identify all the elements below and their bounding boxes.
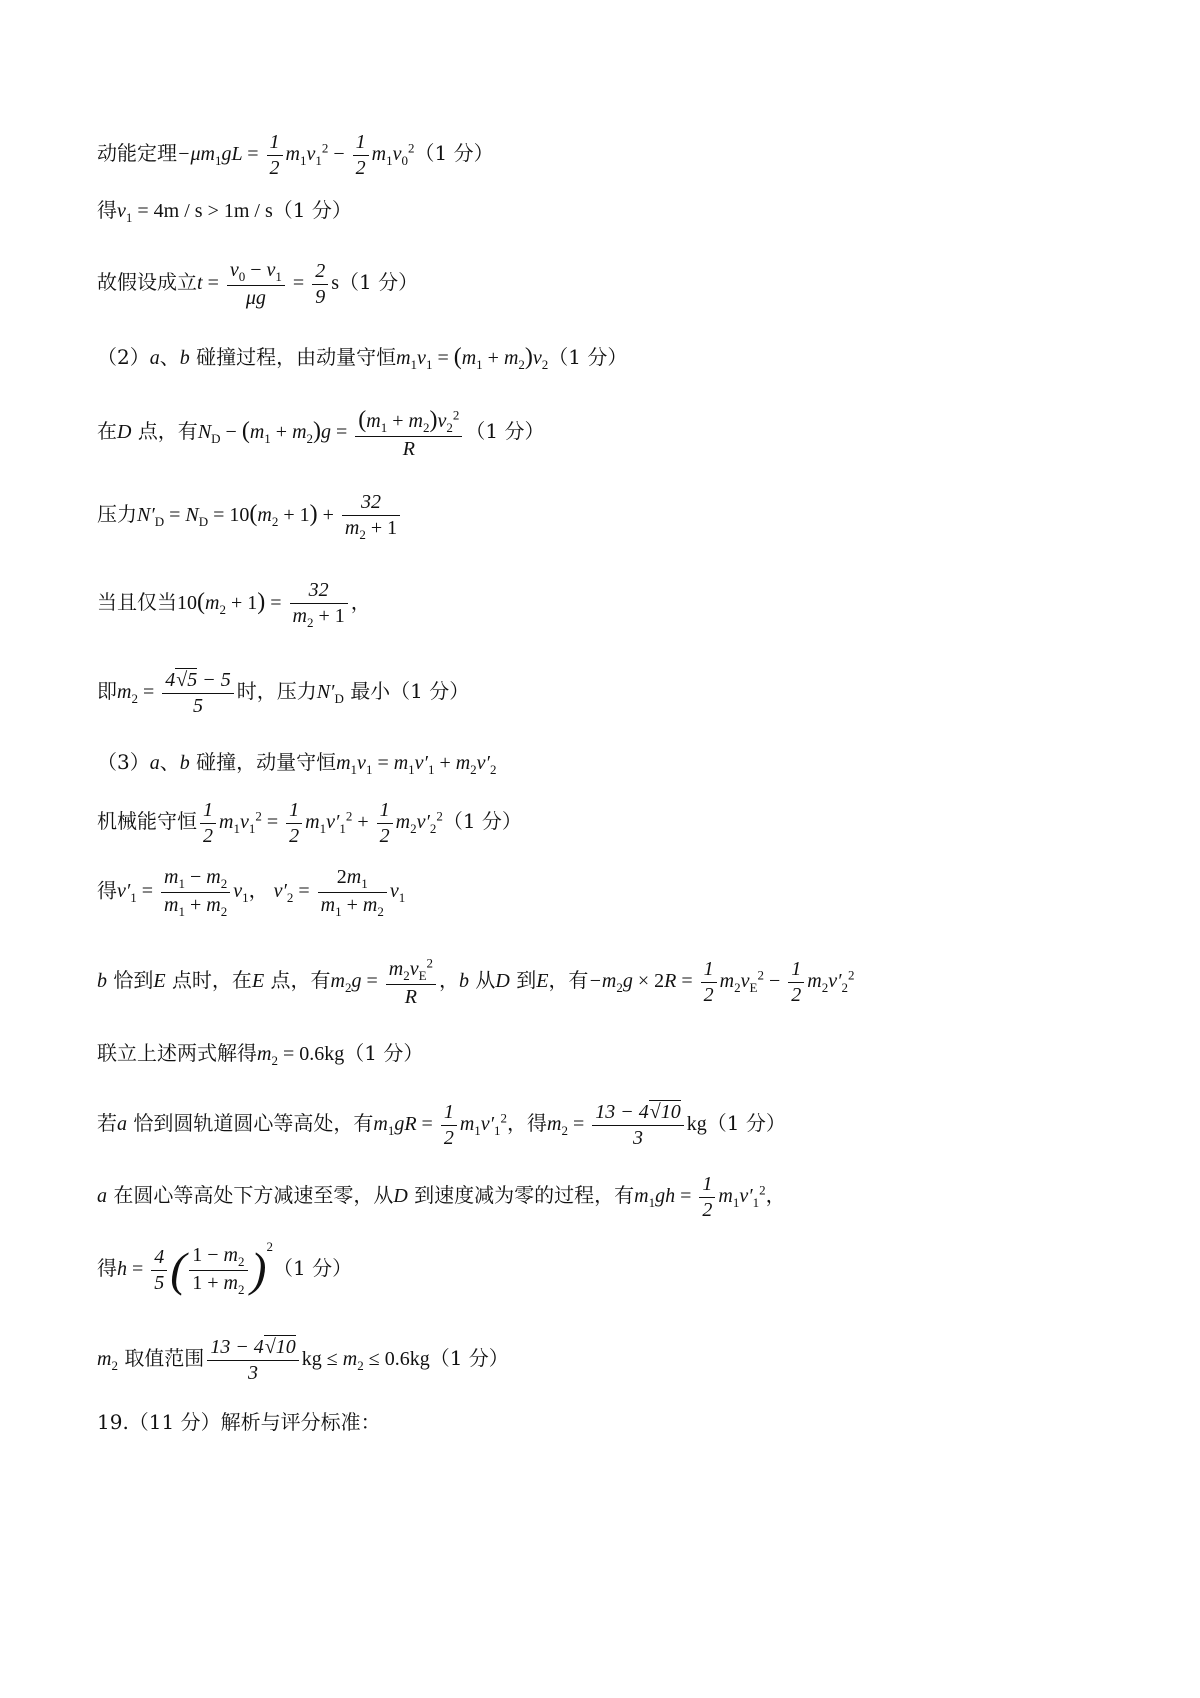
line-v1-result bbox=[97, 200, 352, 224]
label: （3） bbox=[97, 750, 150, 774]
equation: $v'_1$ = $\frac{m_1 - m_2}{m_1 + m_2}$ $v_1$， $v'_2$ = $\frac{2m_1}{m_1 + m_2}$ $v_1$ bbox=[117, 866, 406, 920]
equation: h = $\frac{4}{5}$ ( $\frac{1 - m_2}{1 + m_2}$ )$^2$ bbox=[117, 1239, 273, 1297]
label: 得 bbox=[97, 1256, 117, 1280]
line-m2-minimum: 即$m_2$ = $\frac{4√5 - 5}{5}$ 时，压力$N'_D$ 最小（1 分） bbox=[97, 669, 470, 717]
line-range: $m_2$ 取值范围 $\frac{13 - 4√10}{3}$ kg ≤ $m_2 \le 0.6kg(1$ 分） bbox=[97, 1336, 509, 1384]
score: （1 分） bbox=[548, 345, 628, 369]
line-elastic-momentum: （3）a、b 碰撞，动量守恒$m_1v_1 = m_1v'_1 + m_2v'_2$ bbox=[97, 750, 497, 777]
equation: $10(m_2 + 1)$ = $\frac{32}{m_2 + 1}$ ， bbox=[177, 579, 371, 630]
score: （1 分） bbox=[272, 1256, 353, 1280]
equation: $\frac{1}{2}$ $m_1v_1^2$ = $\frac{1}{2}$ $m_1v'_1^2$ + $\frac{1}{2}$ $m_2v'_2^2$ bbox=[197, 811, 443, 833]
score: （1 分） bbox=[706, 1111, 786, 1136]
equation-2: $-m_2g \times 2R$ = $\frac{1}{2}$ $m_2v_E^2$ − $\frac{1}{2}$ $m_2v'_2^2$ bbox=[588, 957, 855, 1006]
line-velocities bbox=[97, 865, 405, 921]
label: 在 bbox=[97, 419, 117, 444]
label: 得 bbox=[97, 198, 117, 222]
line-condition bbox=[97, 578, 371, 631]
equation: $m_2 = 0.6kg$ bbox=[257, 1043, 345, 1068]
line-assumption-time bbox=[97, 258, 418, 311]
section-heading-19: 19.（11 分）解析与评分标准： bbox=[97, 1410, 381, 1434]
score: （1 分） bbox=[429, 1346, 509, 1371]
label: 压力 bbox=[97, 502, 137, 527]
line-center-height: 若a 恰到圆轨道圆心等高处，有$m_1gR$ = $\frac{1}{2}$ $m_1v'_1^2$，得$m_2$ = $\frac{13 - 4√10}{3}$ kg（1 分） bbox=[97, 1101, 786, 1149]
equation: $\frac{13 - 4√10}{3}$ kg ≤ $m_2 \le 0.6kg$ bbox=[204, 1348, 429, 1370]
line-pressure bbox=[97, 490, 403, 543]
line-energy-conservation bbox=[97, 798, 522, 849]
equation-1: $m_2g$ = $\frac{m_2v_E^2}{R}$ ，b bbox=[330, 955, 470, 1008]
line-solve-m2 bbox=[97, 1043, 423, 1067]
equation: $N'_D = N_D = 10(m_2 + 1)$ + $\frac{32}{m_2 + 1}$ bbox=[137, 504, 403, 526]
label: 即 bbox=[97, 679, 117, 704]
label: 动能定理 bbox=[97, 141, 177, 166]
score: （1 分） bbox=[344, 1041, 424, 1065]
equation: $m_1gh$ = $\frac{1}{2}$ $m_1v'_1^2$， bbox=[634, 1173, 786, 1221]
equation: $v_1 = 4m / s > 1m / s$ bbox=[117, 200, 273, 225]
equation: $m_1gR$ = $\frac{1}{2}$ $m_1v'_1^2$ bbox=[373, 1101, 508, 1149]
label: 故假设成立 bbox=[97, 270, 197, 295]
equation: $N_D - (m_1 + m_2)g$ = $\frac{(m_1 + m_2)v_2^2}{R}$ bbox=[198, 421, 466, 443]
equation-result: $m_2$ = $\frac{13 - 4√10}{3}$ kg bbox=[547, 1101, 707, 1149]
label: 机械能守恒 bbox=[97, 809, 197, 834]
label: 联立上述两式解得 bbox=[97, 1041, 257, 1065]
label: （2） bbox=[97, 345, 150, 369]
line-point-d-force: 在D 点，有$N_D - (m_1 + m_2)g$ = $\frac{(m_1 + m_2)v_2^2}{R}$ （1 分） bbox=[97, 407, 545, 461]
line-point-e: b 恰到E 点时，在E 点，有$m_2g$ = $\frac{m_2v_E^2}{R}$ ，b 从D 到E，有$-m_2g \times 2R$ = $\frac{1}{2}$ $m_2v_E^2$ − $\frac{1}{2}$ $m_2v'_2^2$ bbox=[97, 955, 855, 1008]
score: （1 分） bbox=[414, 141, 494, 166]
score: （1 分） bbox=[442, 809, 522, 834]
equation: t = $\frac{v_0 - v_1}{\mu g}$ = $\frac{2}{9}$ s bbox=[197, 259, 339, 310]
equation: $m_2$ = $\frac{4√5 - 5}{5}$ bbox=[117, 681, 237, 703]
line-kinetic-energy-theorem bbox=[97, 130, 494, 181]
equation: $-\mu m_1gL$ = $\frac{1}{2}$ $m_1v_1^2$ − $\frac{1}{2}$ $m_1v_0^2$ bbox=[177, 131, 415, 179]
score: （1 分） bbox=[465, 419, 545, 444]
equation: $m_1v_1 = m_1v'_1 + m_2v'_2$ bbox=[336, 752, 497, 777]
score: （1 分） bbox=[338, 270, 419, 295]
line-height bbox=[97, 1240, 352, 1298]
equation: $m_1v_1 = (m_1 + m_2)v_2$ bbox=[396, 344, 549, 372]
label: 取值范围 bbox=[124, 1346, 205, 1371]
label: 当且仅当 bbox=[97, 590, 177, 615]
line-deceleration: a 在圆心等高处下方减速至零，从D 到速度减为零的过程，有$m_1gh$ = $\frac{1}{2}$ $m_1v'_1^2$， bbox=[97, 1173, 786, 1221]
label: 得 bbox=[97, 878, 117, 903]
score: （1 分） bbox=[272, 198, 352, 222]
line-collision-momentum: （2）a、b 碰撞过程，由动量守恒$m_1v_1 = (m_1 + m_2)v_2(1$ 分） bbox=[97, 344, 628, 372]
